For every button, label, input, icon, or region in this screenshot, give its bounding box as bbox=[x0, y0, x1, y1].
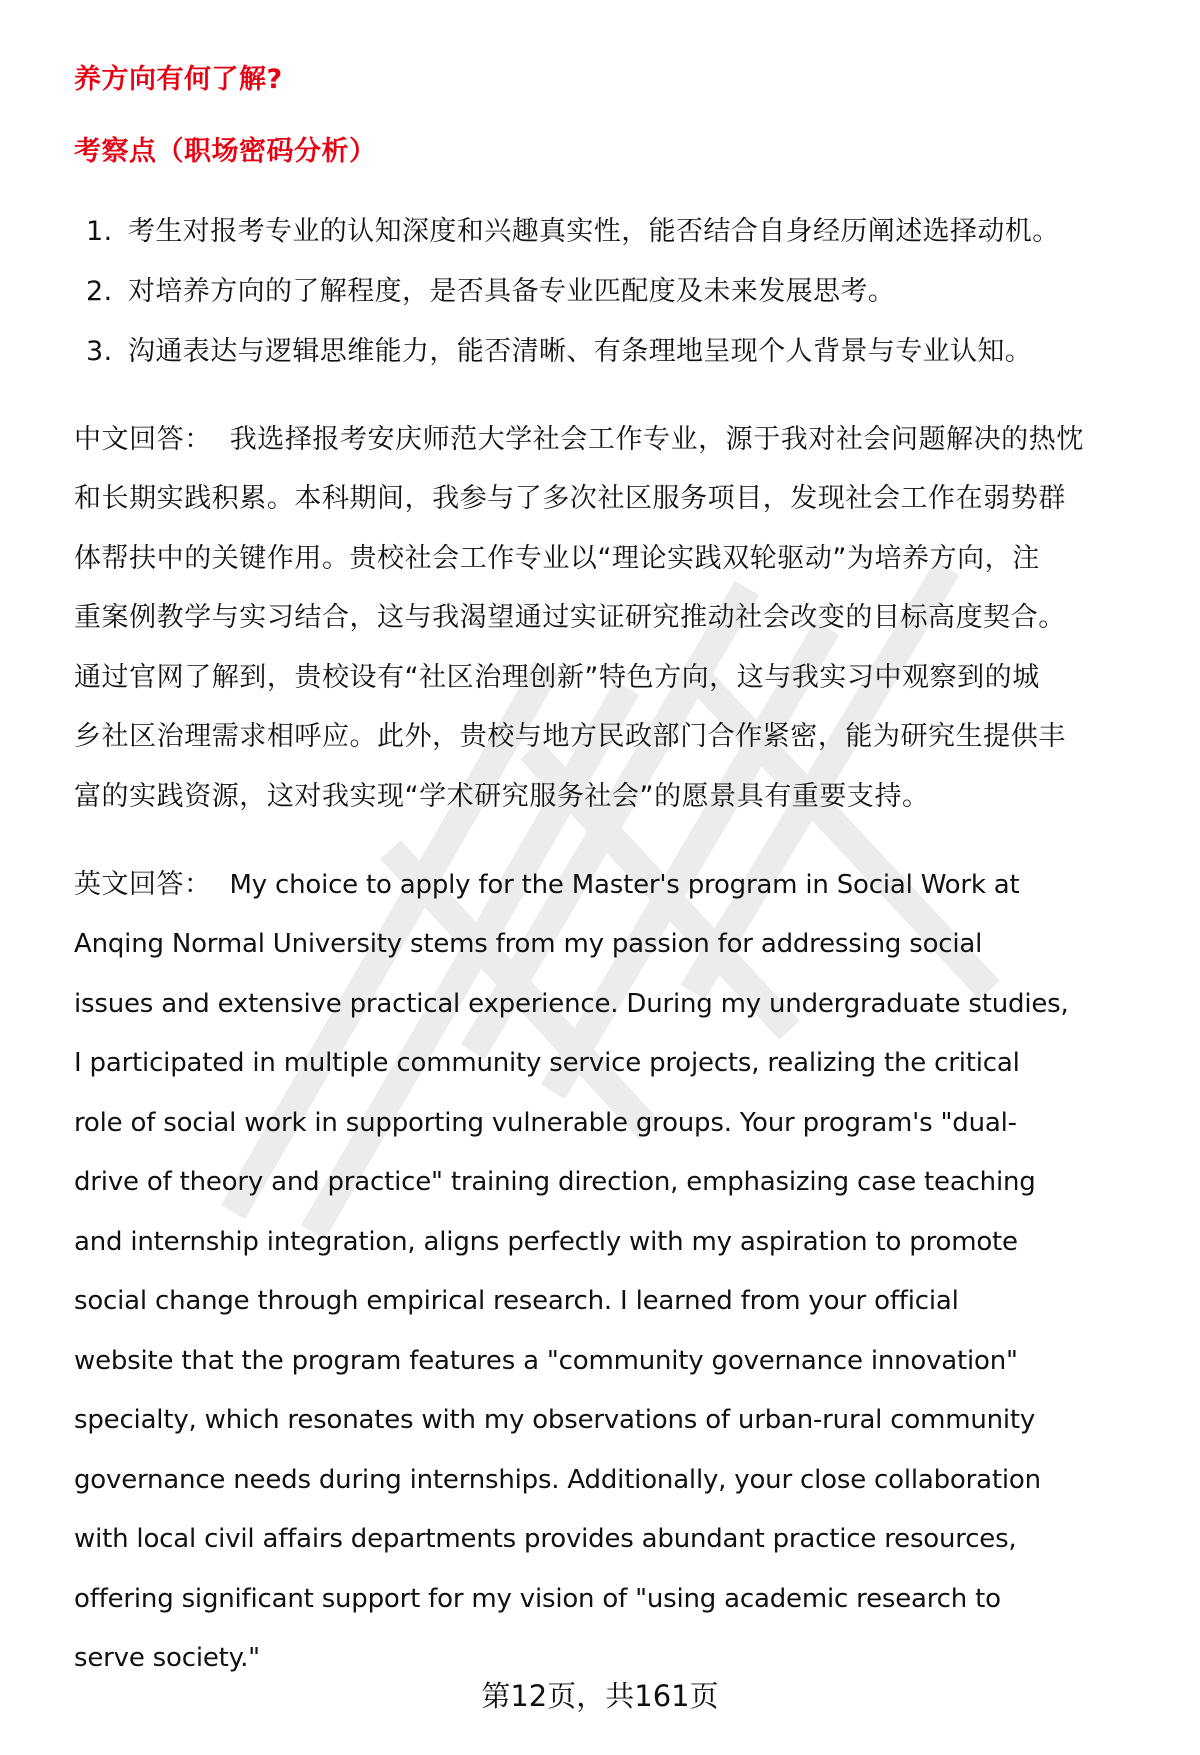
english-answer-line: I participated in multiple community service projects, realizing the critical bbox=[74, 1048, 1020, 1078]
english-answer-line: offering significant support for my vision of "using academic research to bbox=[74, 1584, 1001, 1614]
question-heading-continuation: 养方向有何了解? bbox=[74, 64, 283, 95]
english-answer-line: role of social work in supporting vulnerable groups. Your program's "dual- bbox=[74, 1108, 1017, 1138]
chinese-answer-line: 重案例教学与实习结合，这与我渴望通过实证研究推动社会改变的目标高度契合。 bbox=[74, 602, 1066, 633]
english-answer-line: drive of theory and practice" training direction, emphasizing case teaching bbox=[74, 1167, 1036, 1197]
list-number: 2. bbox=[86, 276, 113, 307]
chinese-answer-line: 乡社区治理需求相呼应。此外，贵校与地方民政部门合作紧密，能为研究生提供丰 bbox=[74, 721, 1066, 752]
assessment-points-title: 考察点（职场密码分析） bbox=[74, 136, 377, 167]
list-text: 考生对报考专业的认知深度和兴趣真实性，能否结合自身经历阐述选择动机。 bbox=[128, 216, 1060, 247]
chinese-answer-label: 中文回答： bbox=[74, 424, 212, 455]
list-number: 3. bbox=[86, 336, 113, 367]
assessment-point-3 bbox=[86, 332, 1032, 372]
page-indicator: 第12页，共161页 bbox=[481, 1679, 719, 1713]
english-answer-line: issues and extensive practical experience. During my undergraduate studies, bbox=[74, 989, 1069, 1019]
english-answer-label: 英文回答： bbox=[74, 869, 212, 900]
assessment-point-1 bbox=[86, 212, 1060, 252]
english-answer-line: with local civil affairs departments provides abundant practice resources, bbox=[74, 1524, 1017, 1554]
english-answer-line bbox=[74, 865, 1020, 905]
chinese-answer-line: 体帮扶中的关键作用。贵校社会工作专业以“理论实践双轮驱动”为培养方向，注 bbox=[74, 543, 1040, 574]
english-answer-line: serve society." bbox=[74, 1643, 260, 1673]
english-answer-line: specialty, which resonates with my observations of urban-rural community bbox=[74, 1405, 1036, 1435]
list-text: 沟通表达与逻辑思维能力，能否清晰、有条理地呈现个人背景与专业认知。 bbox=[128, 336, 1033, 367]
english-answer-line: social change through empirical research. I learned from your official bbox=[74, 1286, 959, 1316]
chinese-answer-line bbox=[74, 420, 1084, 460]
chinese-answer-line: 富的实践资源，这对我实现“学术研究服务社会”的愿景具有重要支持。 bbox=[74, 781, 930, 812]
chinese-answer-line: 通过官网了解到，贵校设有“社区治理创新”特色方向，这与我实习中观察到的城 bbox=[74, 662, 1040, 693]
english-answer-line: and internship integration, aligns perfectly with my aspiration to promote bbox=[74, 1227, 1018, 1257]
list-number: 1. bbox=[86, 216, 113, 247]
english-answer-text: My choice to apply for the Master's program in Social Work at bbox=[229, 870, 1020, 900]
list-text: 对培养方向的了解程度，是否具备专业匹配度及未来发展思考。 bbox=[128, 276, 896, 307]
assessment-point-2 bbox=[86, 272, 895, 312]
chinese-answer-line: 和长期实践积累。本科期间，我参与了多次社区服务项目，发现社会工作在弱势群 bbox=[74, 483, 1066, 514]
chinese-answer-text: 我选择报考安庆师范大学社会工作专业，源于我对社会问题解决的热忱 bbox=[229, 424, 1084, 455]
english-answer-line: Anqing Normal University stems from my passion for addressing social bbox=[74, 929, 983, 959]
english-answer-line: governance needs during internships. Additionally, your close collaboration bbox=[74, 1465, 1041, 1495]
english-answer-line: website that the program features a "community governance innovation" bbox=[74, 1346, 1018, 1376]
